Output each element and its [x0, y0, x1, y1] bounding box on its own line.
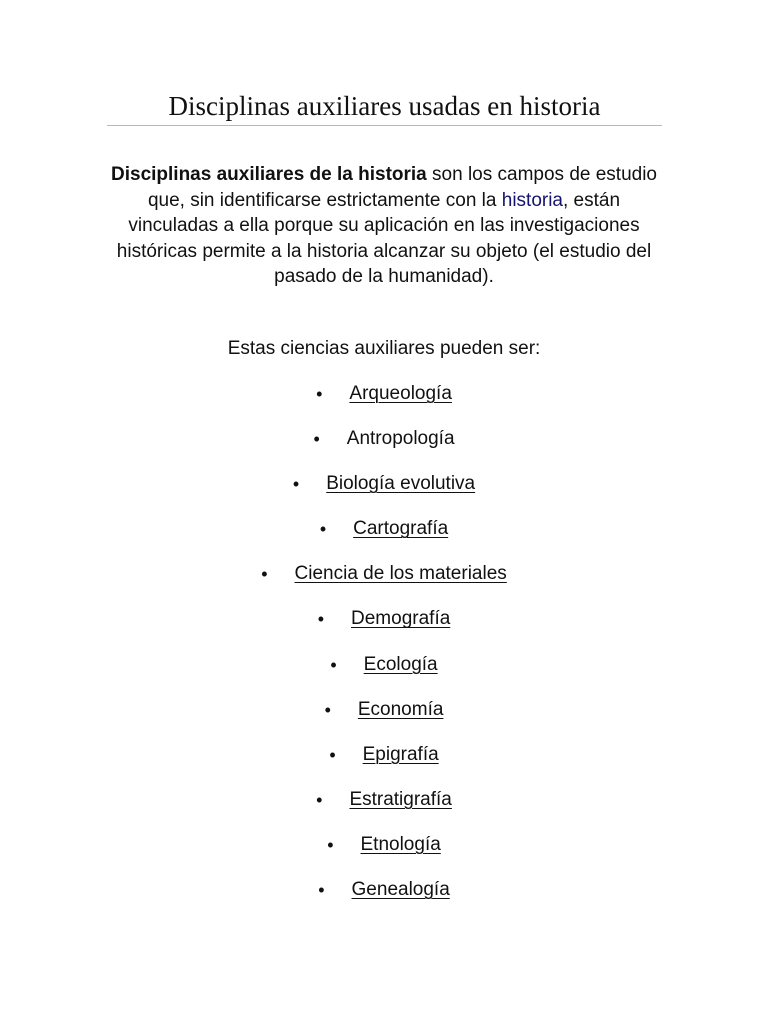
bullet-icon: • [316, 789, 323, 810]
list-item [0, 652, 768, 697]
list-item [0, 742, 768, 787]
list-item [0, 697, 768, 742]
list-item [0, 787, 768, 832]
bullet-icon: • [292, 474, 300, 495]
list-item [0, 877, 768, 922]
discipline-link[interactable]: Cartografía [353, 518, 449, 540]
intro-text-part1: son los campos de estudio que, sin identificarse estrictamente con la [147, 164, 657, 211]
discipline-link[interactable]: Biología evolutiva [326, 473, 476, 495]
list-item [0, 606, 768, 651]
list-lead-text: Estas ciencias auxiliares pueden ser: [227, 338, 541, 359]
list-item [0, 381, 768, 426]
discipline-link[interactable]: Economía [357, 698, 444, 720]
bullet-icon: • [316, 384, 323, 404]
bullet-icon: • [330, 654, 337, 675]
bullet-icon: • [317, 609, 325, 630]
list-item [0, 471, 768, 516]
intro-text-part2: , están vinculadas a ella porque su aplicación en las investigaciones históricas permite a la historia alcanzar su objeto (el estudio del pasado de la humanidad). [116, 189, 652, 287]
discipline-link[interactable]: Epigrafía [362, 743, 439, 765]
discipline-link[interactable]: Ciencia de los materiales [294, 563, 507, 585]
bullet-icon: • [324, 699, 331, 720]
intro-paragraph [110, 162, 658, 290]
discipline-link[interactable]: Arqueología [349, 383, 452, 404]
disciplines-list [0, 381, 768, 922]
bullet-icon: • [327, 834, 334, 855]
intro-bold-term: Disciplinas auxiliares de la historia [111, 164, 427, 185]
bullet-icon: • [313, 429, 320, 450]
bullet-icon: • [318, 880, 325, 901]
discipline-link[interactable]: Estratigrafía [349, 788, 452, 810]
list-item [0, 426, 768, 471]
list-item [0, 516, 768, 561]
discipline-link[interactable]: Genealogía [351, 879, 450, 901]
list-item [0, 561, 768, 606]
page-title: Disciplinas auxiliares usadas en historia [168, 91, 601, 121]
bullet-icon: • [319, 519, 327, 540]
bullet-icon: • [329, 744, 336, 765]
title-block [107, 88, 662, 126]
historia-link[interactable]: historia [501, 189, 563, 211]
discipline-label: Antropología [346, 428, 455, 450]
discipline-link[interactable]: Etnología [360, 833, 441, 855]
discipline-link[interactable]: Ecología [363, 653, 438, 675]
bullet-icon: • [261, 564, 268, 585]
discipline-link[interactable]: Demografía [351, 608, 451, 630]
list-item [0, 832, 768, 877]
